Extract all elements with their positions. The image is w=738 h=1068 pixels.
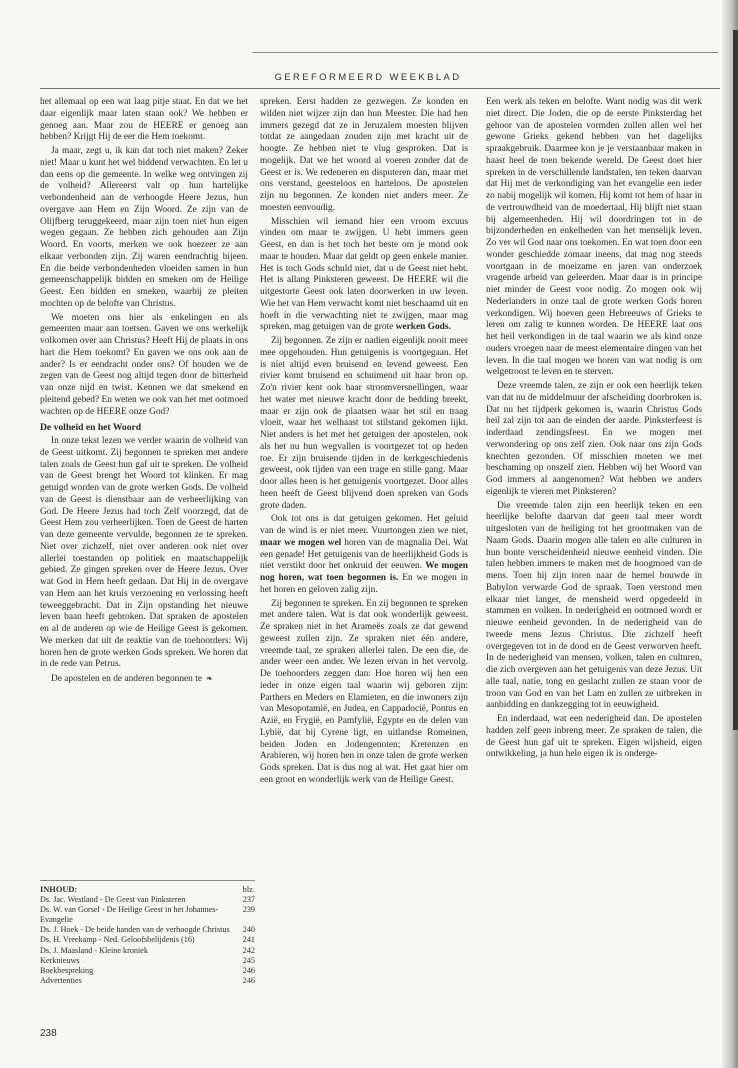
toc-item-page: 239: [242, 905, 255, 915]
paragraph: Zij begonnen. Ze zijn er nadien eigenlijk nooit meer mee opgehouden. Hun getuigenis is voortgegaan. Het is niet altijd even bruisend en levend geweest. Een rivier komt bruisend en schuimend uit haar bron op. Zo'n rivier kent ook haar stroomversnellingen, waar het water met nieuwe kracht door de bedding breekt, maar er zijn ook de plaatsen waar het stil en traag vloeit, waar het welhaast tot stilstand gekomen lijkt. Niet anders is het met het getuigen der apostelen, ook als het nu hun wegvallen is voortgezet tot op heden toe. Er zijn bruisende tijden in de kerkgeschiedenis geweest, ook tijden van een trage en stille gang. Maar door alles heen is het getuigenis voortgezet. Door alles heen heeft de Geest blijvend doen spreken van Gods grote daden.: [260, 336, 468, 511]
page-edge-shadow: [733, 30, 738, 730]
paragraph: het allemaal op een wat laag pitje staat. En dat we het daar eigenlijk maar laten staan ook? We hebben er genoeg aan. Maar zou de HEERE er genoeg aan hebben? Krijgt Hij de eer die Hem toekomt.: [40, 97, 248, 143]
toc-item-page: 245: [242, 955, 255, 965]
toc-item[interactable]: [40, 905, 255, 925]
continuation-mark: ❧: [205, 674, 213, 683]
paragraph: [260, 217, 468, 335]
toc-item-title: Ds. J. Hoek - De beide handen van de verhoogde Christus: [40, 925, 230, 935]
paragraph: [40, 673, 248, 686]
paragraph: Zij begonnen te spreken. En zij begonnen te spreken met andere talen. Wat is dat ook wonderlijk geweest. Ze spraken niet in het Arameës zoals ze dat gewend geweest zullen zijn. Ze spraken niet één andere, vreemde taal, ze spraken allerlei talen. De een die, de ander weer een ander. We lezen ervan in het vervolg. De toehoorders zeggen dan: Hoe horen wij hen een ieder in onze eigen taal waarin wij geboren zijn: Parthers en Meders en Elamieten, en die inwoners zijn van Mesopotamië, en Judea, en Cappadocië, Pontus en Azië, en Frygië, en Pamfylië, Egypte en de delen van Lybië, dat bij Cyrene ligt, en uitlandse Romeinen, beiden Joden en Jodengenoten; Kretenzen en Arabieren, wij horen hen in onze talen de grote werken Gods spreken. Dat is dus nog al wat. Het gaat hier om een groot en wonderlijk werk van de Heilige Geest.: [260, 598, 468, 785]
paragraph: En inderdaad, wat een nederigheid dan. De apostelen hadden zelf geen inbreng meer. Ze spraken de talen, die de Geest hun gaf uit te spreken. Eigen wijsheid, eigen ontwikkeling, ja hun hele eigen ik is onderge-: [486, 714, 702, 760]
toc-item-page: 240: [242, 925, 255, 935]
paragraph: Deze vreemde talen, ze zijn er ook een heerlijk teken van dat nu de middelmuur der afscheiding doorbroken is. Dat nu het tijdperk gekomen is, waarin Christus Gods heil zal zijn tot aan de einden der aarde. Pinksterfeest is inderdaad zendingsfeest. En we mogen met verwondering op ons zelf zien. Ook naar ons zijn Gods knechten gezonden. Of misschien moeten we met beschaming op onszelf zien. Hebben wij het Woord van God immers al aangenomen? Wat hebben we anders eigenlijk te vieren met Pinksteren?: [486, 381, 702, 497]
toc-item[interactable]: [40, 966, 255, 976]
toc-item-page: 246: [242, 965, 255, 975]
column-2: [260, 97, 468, 789]
paragraph-text: De apostelen en de anderen begonnen te: [51, 674, 202, 684]
column-3: [486, 97, 702, 763]
column-1: [40, 97, 248, 688]
emphasis-text: We mogen nog horen, wat toen begonnen is.: [260, 561, 468, 583]
toc-item[interactable]: [40, 946, 255, 956]
header-rule: [40, 88, 720, 89]
toc-item-page: 246: [242, 975, 255, 985]
paragraph-text: Misschien wil iemand hier een vroom excuus vinden om maar te zwijgen. U hebt immers geen Geest, en dan is het toch het beste om je mond ook maar te houden. Maar dat geldt op geen enkele manier. Het is toch Gods schuld niet, dat u de Geest niet hebt. Het is allang Pinksteren geweest. De HEERE wil die uitgestorte Geest ook laten doorwerken in uw leven. Wie het van Hem verwacht komt niet beschaamd uit en hoeft in die verwachting niet te zwijgen, maar mag spreken, mag getuigen van de grote: [260, 216, 468, 333]
toc-item[interactable]: [40, 935, 255, 945]
toc-item-title: Boekbespreking: [40, 965, 94, 975]
header-top-rule: [252, 52, 718, 53]
table-of-contents: [40, 880, 255, 986]
toc-item[interactable]: [40, 956, 255, 966]
toc-page-label: blz.: [242, 885, 255, 894]
paragraph: Die vreemde talen zijn een heerlijk teken en een heerlijke belofte daarvan dat geen taal meer wordt uitgesloten van de heiliging tot het grootmaken van de Naam Gods. Daarin mogen alle talen en alle culturen in hun bonte verscheidenheid nieuwe eenheid vinden. Die talen hebben immers te maken met de hoogmoed van de mens. Toen hij zijn toren naar de hemel bouwde in Babylon verwarde God de spraak. Toen verstond men elkaar niet langer, de mensheid werd opgedeeld in stammen en volken. In nederigheid en ootmoed wordt er nieuwe eenheid gevonden. In de nederigheid van de tweede mens Jezus Christus. Die zichzelf heeft overgegeven tot in de dood en de Geest verworven heeft. In de nederigheid van mensen, volken, talen en culturen, die zich overgeven aan het getuigenis van deze Jezus. Uit alle taal, natie, tong en geslacht zullen ze staan voor de troon van God en van het Lam en zullen ze uitbreken in aanbidding en dankzegging tot in eeuwigheid.: [486, 500, 702, 711]
paragraph: In onze tekst lezen we verder waarin de volheid van de Geest uitkomt. Zij begonnen te spreken met andere talen zoals de Geest hun gaf uit te spreken. De volheid van de Geest brengt het Woord tot klinken. Er mag getuigd worden van de grote werken Gods. De volheid van de Geest is dienstbaar aan de verheerlijking van God. De Heere Jezus had toch Zelf voorzegd, dat de Geest Hem zou verheerlijken. Toen de Geest de harten van deze gemeente vervulde, begonnen ze te spreken. Niet over zichzelf, niet over anderen ook niet over allerlei toestanden op politiek en maatschappelijk gebied. Ze gingen spreken over de Heere Jezus. Over wat God in Hem heeft gedaan. Dat Hij in de overgave van Hem aan het kruis verzoening en verlossing heeft teweeggebracht. Dat in Zijn opstanding het nieuwe leven baan heeft gebroken. Dat spraken de apostelen en al de anderen op wie de Heilige Geest is gekomen. We merken dat uit de reaktie van de toehoorders: Wij horen hen de grote werken Gods spreken. We horen dat in de rede van Petrus.: [40, 436, 248, 670]
toc-item[interactable]: [40, 925, 255, 935]
paragraph-text: En we mogen in het horen en geloven zalig zijn.: [260, 573, 468, 595]
paragraph: Ja maar, zegt u, ik kan dat toch niet maken? Zeker niet! Maar u kunt het wel biddend verwachten. En let u dan eens op die gemeente. In welke weg ontvingen zij de volheid? Allereerst valt op hun hartelijke verbondenheid aan de verhoogde Heere Jezus, hun overgave aan Hem en Zijn Woord. Ze zijn van de Olijfberg teruggekeerd, maar zijn toen niet hun eigen wegen gegaan. Ze hebben zich gehouden aan Zijn Woord. En voorts, merken we ook hoezeer ze aan elkaar verbonden zijn. Zij waren eendrachtig bijeen. En die beide verbondenheden vloeiden samen in hun gemeenschappelijk bidden en smeken om de Heilige Geest. Een bidden en smeken, waarbij ze pleiten mochten op de belofte van Christus.: [40, 146, 248, 309]
toc-item-title: Ds. H. Vreekamp - Ned. Geloofsbelijdenis (16): [40, 935, 195, 945]
toc-item-title: Advertenties: [40, 975, 82, 985]
toc-header: [40, 885, 255, 895]
toc-item-page: 241: [242, 935, 255, 945]
emphasis-text: maar we mogen wel: [260, 537, 342, 548]
toc-item-title: Ds. J. Maasland - Kleine kroniek: [40, 945, 149, 955]
paragraph: We moeten ons hier als enkelingen en als gemeenten maar aan toetsen. Gaven we ons werkelijk volkomen over aan Christus? Heeft Hij de plaats in ons hart die Hem toekomt? En gaven we ons ook aan de ander? Is er eendracht onder ons? Of houden we de zegen van de Geest nog altijd tegen door de bitterheid van onze nijd en twist. Kennen we dat smekend en pleitend gebed? En weten we ook van het met ootmoed wachten op de HEERE onze God?: [40, 312, 248, 417]
paragraph: spreken. Eerst hadden ze gezwegen. Ze konden en wilden niet wijzer zijn dan hun Meester. Die had hen immers gezegd dat ze in Jeruzalem moesten blijven totdat ze aangedaan zouden zijn met kracht uit de hoogte. Ze hebben niet te vlug gesproken. Dat is mogelijk. Dat we het woord al voeren zonder dat de Geest er is. We redeneren en disputeren dan, maar met ons verstand, geesteloos en harteloos. De apostelen zijn nu begonnen. Ze konden niet anders meer. Ze moesten eenvoudig.: [260, 97, 468, 213]
section-heading: De volheid en het Woord: [40, 422, 142, 434]
toc-item-title: Kerknieuws: [40, 955, 80, 965]
toc-item-page: 237: [242, 895, 255, 905]
page-number: 238: [40, 1028, 57, 1039]
paragraph-text: Ook tot ons is dat getuigen gekomen. Het geluid van de wind is er niet meer. Vuurtongen zien we niet,: [260, 514, 468, 536]
toc-item-page: 242: [242, 945, 255, 955]
toc-item-title: Ds. Jac. Westland - De Geest van Pinksteren: [40, 895, 186, 905]
running-header: GEREFORMEERD WEEKBLAD: [274, 72, 462, 83]
emphasis-text: werken Gods.: [395, 322, 451, 333]
toc-item[interactable]: [40, 976, 255, 986]
toc-item-title: Ds. W. van Gorsel - De Heilige Geest in het Johannes-Evangelie: [40, 905, 219, 925]
paragraph-text: horen van de magnalia Dei. Wat een genade! Het getuigenis van de heerlijkheid Gods is niet verstikt door het onkruid der eeuwen.: [260, 537, 468, 572]
paragraph: [260, 514, 468, 596]
paragraph: Een werk als teken en belofte. Want nodig was dit werk niet direct. Die Joden, die op de eerste Pinksterdag het gehoor van de apostelen vormden zullen allen wel het gewone Grieks gekend hebben van het dagelijks spraakgebruik. Daarmee kon je je verstaanbaar maken in haast heel de toen bekende wereld. De Geest doet hier spreken in de verschillende landstalen, ten teken daarvan dat Hij met de verkondiging van het evangelie een ieder zo nabij mogelijk wil komen. Hij komt tot hem of haar in de vertrouwdheid van de moedertaal, Hij blijft niet staan bij algemeenheden. Hij wil doordringen tot in de bijzonderheden en enkelheden van het menselijk leven. Zo ver wil God naar ons toekomen. En wat toen door een wonder geschiedde zomaar ineens, dat mag nog steeds voortgaan in de moeizame en jaren van onderzoek vragende arbeid van geleerden. Maar daar is in principe niet minder de Geest voor nodig. Zo mogen ook wij Nederlanders in onze taal de grote werken Gods horen verkondigen. Wij hoeven geen Hebreeuws of Grieks te leren om zalig te kunnen worden. De HEERE laat ons het heil verkondigen in de taal waarin we als kind onze ouders vroegen naar de meest elementaire dingen van het leven. In die taal mogen we horen van wat nodig is om welgetroost te leven en te sterven.: [486, 97, 702, 378]
toc-heading: INHOUD:: [40, 885, 78, 894]
toc-item[interactable]: [40, 895, 255, 905]
